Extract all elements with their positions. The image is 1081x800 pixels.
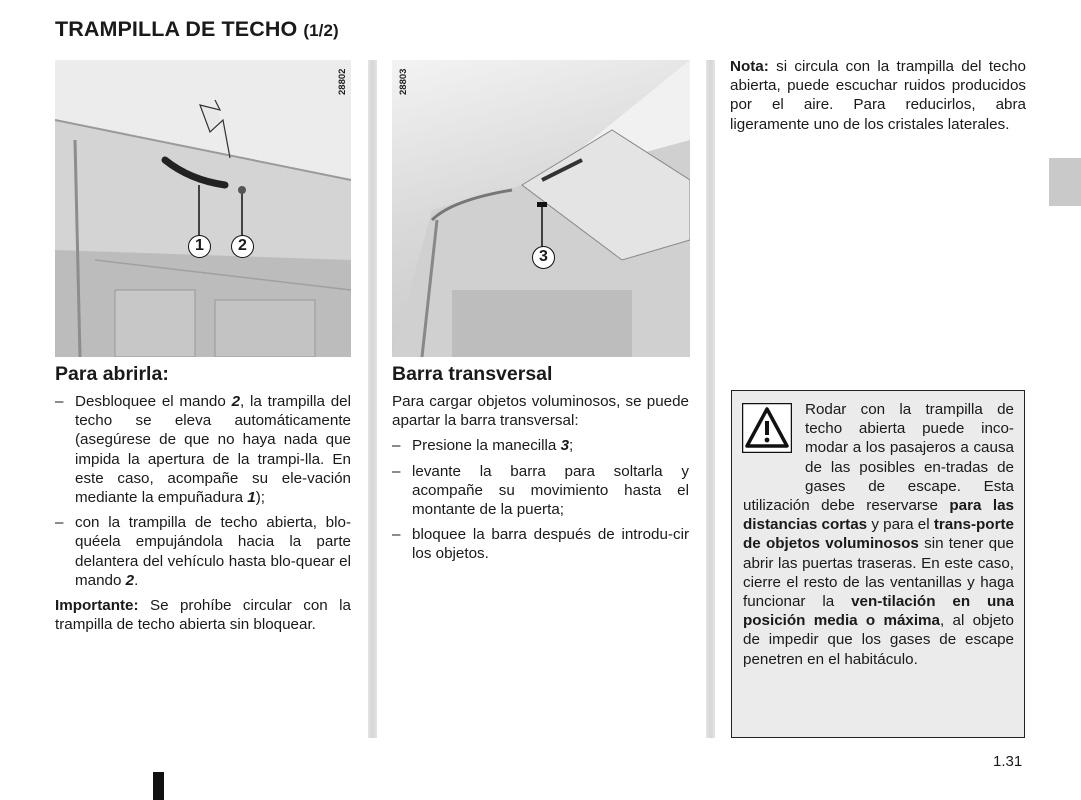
text-run-bold: para las distancias cortas (743, 497, 1014, 534)
text-run-bold: trans-porte de objetos voluminosos (743, 516, 1014, 553)
text-run: Desbloquee el mando (75, 393, 232, 410)
warning-box (731, 390, 1025, 738)
text-run: ; (569, 437, 574, 455)
column-divider (706, 60, 715, 738)
text-run: . (134, 571, 139, 589)
callout-3: 3 (532, 246, 555, 269)
list-dash: – (392, 437, 401, 455)
reference-number: 1 (247, 489, 256, 507)
column-divider (368, 60, 377, 738)
text-run: , la trampilla del techo se eleva automáticamente (asegúrese de que no haya nada que impida la apertura de la trampi-lla. En este caso, acompañe su ele-vación mediante la empuñadura (75, 393, 352, 507)
text-run-bold: ven-tilación en una posición media o máxima (743, 593, 1014, 630)
list-item (392, 436, 689, 455)
list-dash: – (392, 462, 401, 480)
title-text: TRAMPILLA DE TECHO (55, 17, 298, 41)
section-heading-open: Para abrirla: (55, 363, 169, 385)
figure-illustration (55, 60, 351, 357)
reference-number: 2 (125, 571, 135, 589)
list-item (55, 513, 351, 590)
warning-text (743, 400, 1014, 669)
reference-number: 2 (231, 393, 241, 410)
list-item (55, 392, 351, 507)
text-run: con la trampilla de techo abierta, blo-quéela empujándola hacia la parte delantera del vehículo hasta blo-quear el mando (75, 514, 351, 589)
list-item (392, 525, 689, 563)
important-label: Importante: (55, 597, 139, 615)
callout-1: 1 (188, 235, 211, 258)
list-dash: – (55, 393, 64, 410)
list-dash: – (392, 526, 401, 544)
important-text: Se prohíbe circular con la trampilla de techo abierta sin bloquear. (55, 597, 351, 634)
note-paragraph (730, 57, 1026, 134)
figure-code: 28802 (337, 68, 348, 95)
list-item (392, 462, 689, 520)
text-run: ); (255, 489, 265, 507)
text-run: levante la barra para soltarla y acompañe su movimiento hasta el montante de la puerta; (412, 462, 689, 519)
callout-2: 2 (231, 235, 254, 258)
figure-transverse-bar (392, 60, 690, 357)
title-part: (1/2) (303, 21, 339, 40)
text-run: sin tener que abrir las puertas traseras. En este caso, cierre el resto de las ventanillas y haga funcionar la (743, 535, 1014, 611)
note-text: si circula con la trampilla del techo abierta, puede escuchar ruidos producidos por el aire. Para reducirlos, abra ligeramente uno de los cristales laterales. (730, 58, 1026, 133)
important-note (55, 596, 351, 634)
note-label: Nota: (730, 58, 769, 75)
text-run: , al objeto de impedir que los gases de escape penetren en el habitáculo. (743, 612, 1014, 668)
section-heading-bar: Barra transversal (392, 363, 553, 385)
text-run: y para el (867, 516, 934, 534)
note-block (730, 57, 1026, 140)
reference-number: 3 (560, 437, 570, 455)
chapter-tab (1049, 158, 1081, 206)
bar-intro: Para cargar objetos voluminosos, se puede apartar la barra transversal: (392, 393, 689, 430)
page-number: 1.31 (993, 753, 1023, 770)
text-run: Rodar con la trampilla de techo abierta puede inco-modar a los pasajeros a causa de las posibles en-tradas de gases de escape. Esta utilización debe reservarse (743, 401, 1014, 515)
bar-instructions (392, 392, 689, 570)
page-title (55, 17, 339, 42)
page-marker (153, 772, 164, 800)
figure-illustration (392, 60, 690, 357)
icon-spacer (743, 400, 805, 477)
open-instructions (55, 392, 351, 640)
text-run: Presione la manecilla (412, 437, 561, 455)
list-dash: – (55, 514, 64, 532)
figure-code: 28803 (398, 68, 409, 95)
figure-roof-hatch-interior (55, 60, 351, 357)
text-run: bloquee la barra después de introdu-cir los objetos. (412, 526, 689, 563)
